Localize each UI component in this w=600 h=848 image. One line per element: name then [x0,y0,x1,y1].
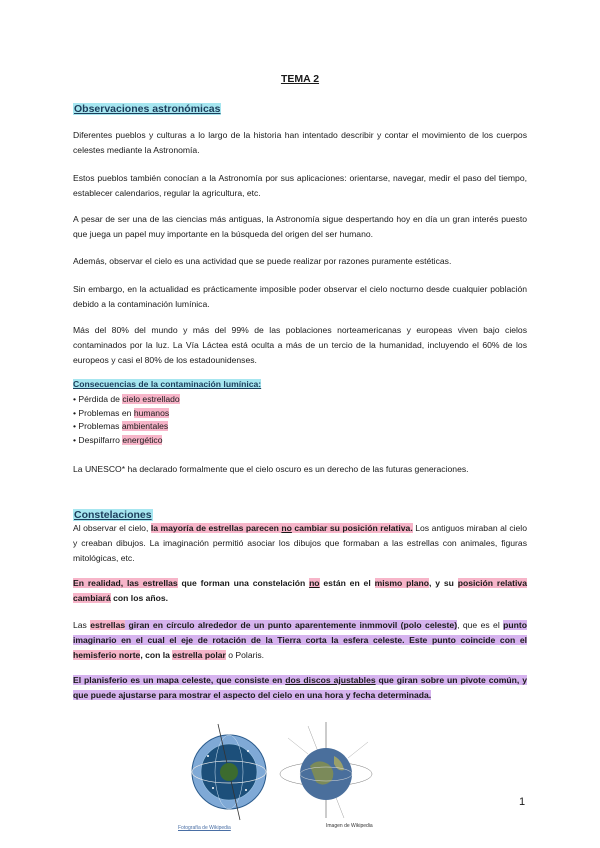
celestial-sphere-figure [188,716,270,824]
page-number: 1 [519,796,526,808]
paragraph: Estos pueblos también conocían a la Astronomía por sus aplicaciones: orientarse, navegar, medir el paso del tiempo, establecer calendarios, regular la agricultura, etc. [73,173,527,198]
paragraph: Sin embargo, en la actualidad es prácticamente imposible poder observar el cielo nocturno desde cualquier población debido a la contaminación lumínica. [73,284,527,309]
page-title: TEMA 2 [280,73,320,85]
paragraph: En realidad, las estrellas que forman una constelación no están en el mismo plano, y su posición relativa cambiará con los años. [73,578,527,603]
list-item: • Problemas ambientales [73,421,169,432]
figure-caption: Imagen de Wikipedia [326,823,373,829]
list-item: • Despilfarro energético [73,435,163,446]
paragraph: Más del 80% del mundo y más del 99% de las poblaciones norteamericanas y europeas viven bajo cielos contaminados por la luz. La Vía Láctea está oculta a más de un tercio de la humanidad, incluyendo el 60% de los europeos y casi el 80% de los estadounidenses. [73,325,527,365]
unesco-paragraph: La UNESCO* ha declarado formalmente que el cielo oscuro es un derecho de las futuras generaciones. [73,464,469,474]
consequences-heading: Consecuencias de la contaminación lumínica: [73,379,262,389]
paragraph: Al observar el cielo, la mayoría de estrellas parecen no cambiar su posición relativa. Los antiguos miraban al cielo y creaban dibujos. La imaginación permitió asociar los dibujos que formaban a las estrellas con animales, figuras mitológicas, etc. [73,523,527,563]
paragraph: Las estrellas giran en círculo alrededor de un punto aparentemente inmmovil (polo celeste), que es el punto imaginario en el cual el eje de rotación de la Tierra corta la esfera celeste. Este punto coincide con el hemisferio norte, con la estrella polar o Polaris. [73,620,527,660]
list-item: • Problemas en humanos [73,407,170,418]
paragraph: A pesar de ser una de las ciencias más antiguas, la Astronomía sigue despertando hoy en día un gran interés puesto que juega un papel muy importante en la búsqueda del origen del ser humano. [73,214,527,239]
paragraph: El planisferio es un mapa celeste, que consiste en dos discos ajustables que giran sobre un pivote común, y que puede ajustarse para mostrar el aspecto del cielo en una hora y fecha determinada. [73,675,527,700]
section-heading-observaciones: Observaciones astronómicas [74,103,221,115]
figure-caption: Fotografía de Wikipedia [178,825,231,831]
list-item: • Pérdida de cielo estrellado [73,394,180,404]
paragraph: Diferentes pueblos y culturas a lo largo de la historia han intentado describir y contar el movimiento de los cuerpos celestes mediante la Astronomía. [73,130,527,155]
consequences-list [73,393,180,448]
earth-diagram-figure [278,718,378,822]
paragraph: Además, observar el cielo es una actividad que se puede realizar por razones puramente estéticas. [73,256,452,266]
section-heading-constelaciones: Constelaciones [74,509,152,521]
